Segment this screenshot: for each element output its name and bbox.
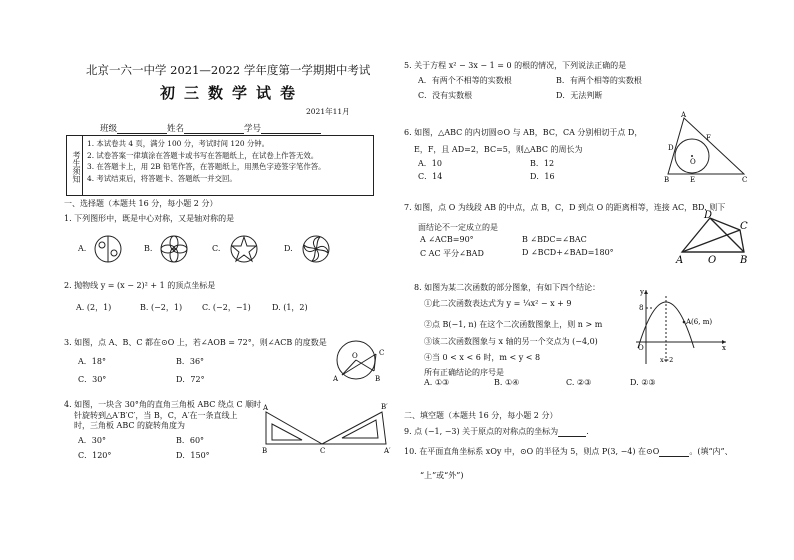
q8-item-2: ②点 B(−1, n) 在这个二次函数图象上，则 n > m <box>424 320 603 329</box>
q6-label-d: D <box>668 144 674 152</box>
exam-date: 2021年11月 <box>306 107 350 116</box>
student-info-row <box>100 122 321 134</box>
q6-stem-line: E，F，且 AD=2，BC=5，则△ABC 的周长为 <box>414 145 583 154</box>
q1-figure-c <box>228 233 260 265</box>
id-label: 学号 <box>244 124 262 134</box>
q10-tail: 。(填“内”、 <box>689 447 733 456</box>
q6-option-a: A．10 <box>418 159 442 168</box>
q3-option-c: C．30° <box>78 375 107 384</box>
q6-label-a: A <box>681 111 687 119</box>
q4-stem-line: 针旋转到△A′B′C′，当 B，C，A′在一条直线上 <box>74 410 238 420</box>
q6-label-f: F <box>706 134 711 142</box>
q8-label-y: y <box>640 288 644 296</box>
name-blank <box>184 125 244 134</box>
q8-item-1: ①此二次函数表达式为 y = ¼x² − x + 9 <box>424 299 572 308</box>
q5-option-b: B．有两个相等的实数根 <box>556 76 642 85</box>
q8-parabola-figure <box>632 286 730 366</box>
q3-option-b: B．36° <box>176 357 205 366</box>
q6-stem-line: 6. 如图，△ABC 的内切圆⊙O 与 AB，BC，CA 分别相切于点 D， <box>404 128 643 137</box>
q6-option-b: B．12 <box>530 159 555 168</box>
q7-stem-line: 面结论不一定成立的是 <box>418 223 498 232</box>
class-blank <box>117 125 167 134</box>
q4-triangle-figure <box>258 404 398 456</box>
q2-option-a: A. (2，1) <box>76 303 112 312</box>
q8-summary: 所有正确结论的序号是 <box>424 368 504 377</box>
notice-item: 2. 试卷答案一律填涂在答题卡或书写在答题纸上，在试卷上作答无效。 <box>87 150 319 160</box>
q6-label-e: E <box>690 176 696 184</box>
name-label: 姓名 <box>167 124 185 134</box>
q7-option-d: D ∠BCD+∠BAD=180° <box>522 248 614 257</box>
q1-stem: 1. 下列图形中，既是中心对称，又是轴对称的是 <box>64 214 235 223</box>
q10-tail-2: “上”或“外”) <box>420 471 464 480</box>
q8-option-a: A. ①③ <box>424 378 450 387</box>
q8-option-d: D. ②③ <box>630 378 656 387</box>
q4-option-b: B．60° <box>176 436 205 445</box>
q4-option-c: C．120° <box>78 451 112 460</box>
q6-option-d: D．16 <box>530 172 555 181</box>
q2-option-d: D. (1，2) <box>272 303 308 312</box>
q3-option-d: D．72° <box>176 375 205 384</box>
notice-item: 1. 本试卷共 4 页，满分 100 分，考试时间 120 分钟。 <box>87 139 270 148</box>
q7-quad-figure <box>672 210 756 266</box>
q1-option-a: A. <box>78 244 87 253</box>
q7-option-a: A ∠ACB=90° <box>420 235 474 244</box>
notice-box <box>66 135 374 196</box>
q9-blank <box>558 428 586 437</box>
q6-label-b: B <box>664 176 670 184</box>
q7-label-b: B <box>740 255 748 266</box>
notice-item: 4. 考试结束后，将答题卡、答题纸一并交回。 <box>87 173 237 183</box>
q8-item-4: ④当 0 < x < 6 时，m < y < 8 <box>424 353 541 362</box>
q3-label-o: O <box>352 352 358 360</box>
q8-label-8: 8 <box>639 304 644 312</box>
q8-stem: 8. 如图为某二次函数的部分图象，有如下四个结论： <box>414 283 601 292</box>
q1-figure-b <box>158 233 190 265</box>
q8-label-o: O <box>638 344 644 352</box>
q3-stem: 3. 如图，点 A、B、C 都在⊙O 上，若∠AOB = 72°，则∠ACB 的度数是 <box>64 338 327 347</box>
q4-stem <box>64 400 261 432</box>
q7-label-o: O <box>708 255 717 266</box>
q7-label-a: A <box>676 255 684 266</box>
q5-option-d: D．无法判断 <box>556 91 603 100</box>
q8-label-a: A(6, m) <box>686 318 713 326</box>
q3-label-c: C <box>379 349 385 357</box>
q8-label-x: x <box>722 344 726 352</box>
q4-option-d: D．150° <box>176 451 210 460</box>
q9-stem: 9. 点 (−1, −3) 关于原点的对称点的坐标为 . <box>404 427 589 436</box>
q1-option-b: B. <box>144 244 153 253</box>
q8-label-axis: x=2 <box>660 356 674 364</box>
q2-option-c: C. (−2，−1) <box>202 303 251 312</box>
q8-option-c: C. ②③ <box>566 378 592 387</box>
class-label: 班级 <box>100 124 118 134</box>
q6-label-c: C <box>742 176 748 184</box>
id-blank <box>261 125 321 134</box>
q2-stem: 2. 抛物线 y = (x − 2)² + 1 的顶点坐标是 <box>64 281 216 290</box>
q4-label-a-prime: A′ <box>384 447 391 455</box>
q7-option-b: B ∠BDC=∠BAC <box>522 235 587 244</box>
q10-blank <box>659 448 689 457</box>
exam-title: 北京一六一中学 2021—2022 学年度第一学期期中考试 <box>86 63 371 77</box>
q5-stem: 5. 关于方程 x² − 3x − 1 = 0 的根的情况，下列说法正确的是 <box>404 61 627 70</box>
q7-label-c: C <box>740 221 748 232</box>
q1-option-d: D. <box>284 244 293 253</box>
q9-text: 9. 点 (−1, −3) 关于原点的对称点的坐标为 <box>404 427 559 436</box>
q4-label-a: A <box>263 404 269 412</box>
q5-option-a: A．有两个不相等的实数根 <box>418 76 512 85</box>
q6-label-o: O <box>690 158 696 166</box>
notice-label: 考生须知 <box>67 136 83 195</box>
q4-stem-line: 时，三角板 ABC 的旋转角度为 <box>74 421 186 430</box>
section1-title: 一、选择题（本题共 16 分，每小题 2 分） <box>64 199 218 208</box>
q8-option-b: B. ①④ <box>494 378 520 387</box>
q4-label-c: C <box>320 447 326 455</box>
q6-incircle-figure <box>664 112 750 182</box>
q7-label-d: D <box>704 210 713 221</box>
q7-stem-line: 7. 如图，点 O 为线段 AB 的中点，点 B，C，D 到点 O 的距离相等，连接 AC，BD. 则下 <box>404 203 726 212</box>
q6-stem <box>404 124 642 158</box>
notice-item: 3. 在答题卡上，用 2B 铅笔作答，在答题纸上，用黑色字迹签字笔作答。 <box>87 162 326 172</box>
q3-circle-figure <box>330 338 386 388</box>
q1-figure-a <box>92 233 124 265</box>
q5-option-c: C．没有实数根 <box>418 91 473 100</box>
q10-text: 10. 在平面直角坐标系 xOy 中，⊙O 的半径为 5，则点 P(3, −4) 在⊙O <box>404 447 660 456</box>
q4-option-a: A．30° <box>78 436 106 445</box>
q6-option-c: C．14 <box>418 172 443 181</box>
section2-title: 二、填空题（本题共 16 分，每小题 2 分） <box>404 411 558 420</box>
exam-subtitle: 初三数学试卷 <box>160 84 305 102</box>
q2-option-b: B. (−2，1) <box>140 303 183 312</box>
q8-item-3: ③该二次函数图象与 x 轴的另一个交点为 (−4,0) <box>424 337 598 346</box>
q1-option-c: C. <box>212 244 221 253</box>
q3-label-b: B <box>375 375 381 383</box>
q7-option-c: C AC 平分∠BAD <box>420 249 484 258</box>
q10-stem <box>404 446 733 457</box>
q4-stem-line: 4. 如图，一块含 30°角的直角三角板 ABC 绕点 C 顺时 <box>64 400 262 409</box>
q3-option-a: A．18° <box>78 357 106 366</box>
q4-label-b-prime: B′ <box>381 403 388 411</box>
q1-figure-d <box>300 233 332 265</box>
q4-label-b: B <box>262 447 268 455</box>
q3-label-a: A <box>333 375 339 383</box>
